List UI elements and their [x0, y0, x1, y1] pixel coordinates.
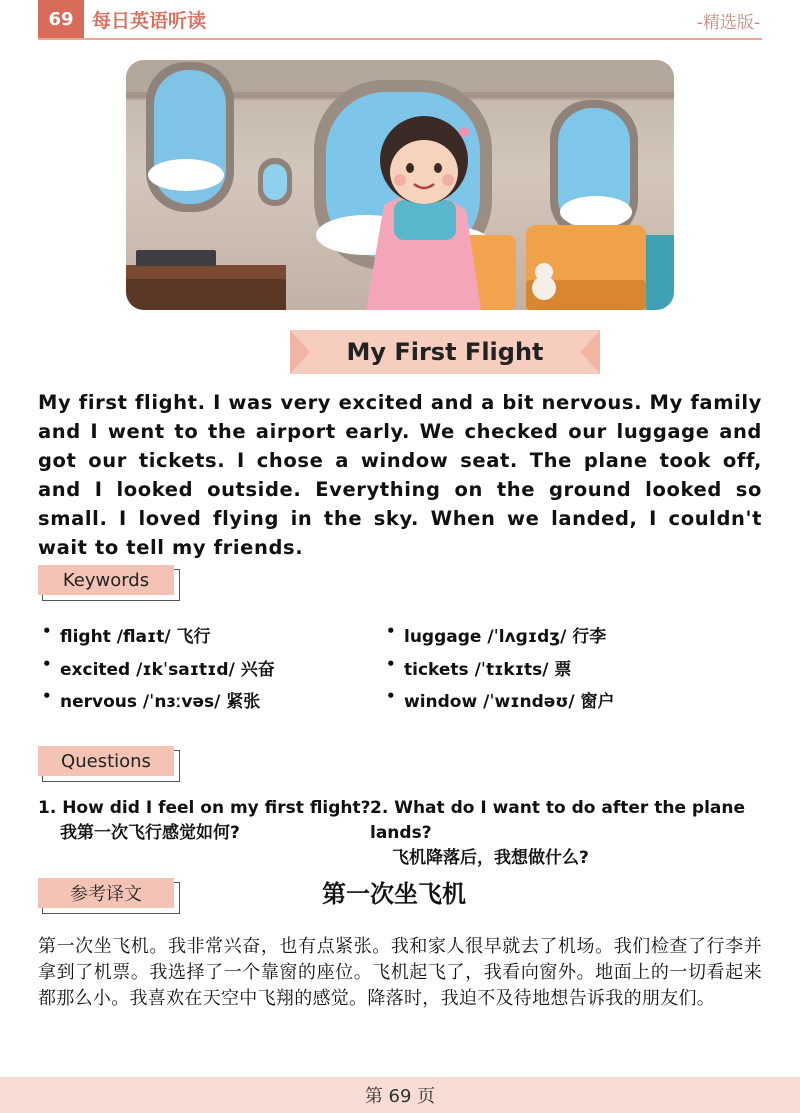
keywords-list-right: [384, 622, 615, 720]
story-title-banner: [290, 330, 600, 374]
footer-page-label: 第 69 页: [364, 1086, 436, 1107]
edition-label: -精选版-: [696, 13, 760, 33]
questions-section-label: [38, 746, 178, 780]
page-number-badge: 69: [38, 0, 84, 38]
question-2-en: 2. What do I want to do after the plane lands?: [370, 798, 746, 843]
translation-title: 第一次坐飞机: [322, 880, 466, 908]
translation-text: 第一次坐飞机。我非常兴奋，也有点紧张。我和家人很早就去了机场。我们检查了行李并拿到了机票。我选择了一个靠窗的座位。飞机起飞了，我看向窗外。地面上的一切看起来都那么小。我喜欢在天空中飞翔的感觉。降落时，我迫不及待地想告诉我的朋友们。: [38, 936, 762, 1009]
keywords-label: Keywords: [38, 565, 174, 595]
translation-section-label: [38, 878, 178, 912]
question-1-en: 1. How did I feel on my first flight?: [38, 798, 371, 818]
keyword-item: • flight /flaɪt/ 飞行: [40, 622, 275, 655]
question-1: [38, 796, 371, 846]
story-title: My First Flight: [346, 338, 544, 366]
header-divider: [38, 38, 762, 40]
keywords-section-label: [38, 565, 178, 599]
keyword-item: • window /ˈwɪndəʊ/ 窗户: [384, 687, 615, 720]
question-1-zh: 我第一次飞行感觉如何?: [60, 823, 240, 843]
series-title: 每日英语听读: [92, 10, 207, 32]
keyword-item: • luggage /ˈlʌɡɪdʒ/ 行李: [384, 622, 615, 655]
keyword-item: • tickets /ˈtɪkɪts/ 票: [384, 655, 615, 688]
keyword-item: • nervous /ˈnɜːvəs/ 紧张: [40, 687, 275, 720]
page-footer: [0, 1077, 800, 1113]
keywords-list-left: [40, 622, 275, 720]
story-illustration: [126, 60, 674, 310]
questions-label: Questions: [38, 746, 174, 776]
question-2: [370, 796, 800, 871]
airplane-cabin-scene: [126, 60, 674, 310]
translation-label: 参考译文: [38, 878, 174, 908]
question-2-zh: 飞机降落后，我想做什么?: [392, 848, 589, 868]
story-passage: My first flight. I was very excited and a bit nervous. My family and I went to the airport early. We checked our luggage and got our tickets. I chose a window seat. The plane took off, and I looked outside. Everything on the ground looked so small. I loved flying in the sky. When we landed, I couldn't wait to tell my friends.: [38, 391, 762, 559]
keyword-item: • excited /ɪkˈsaɪtɪd/ 兴奋: [40, 655, 275, 688]
